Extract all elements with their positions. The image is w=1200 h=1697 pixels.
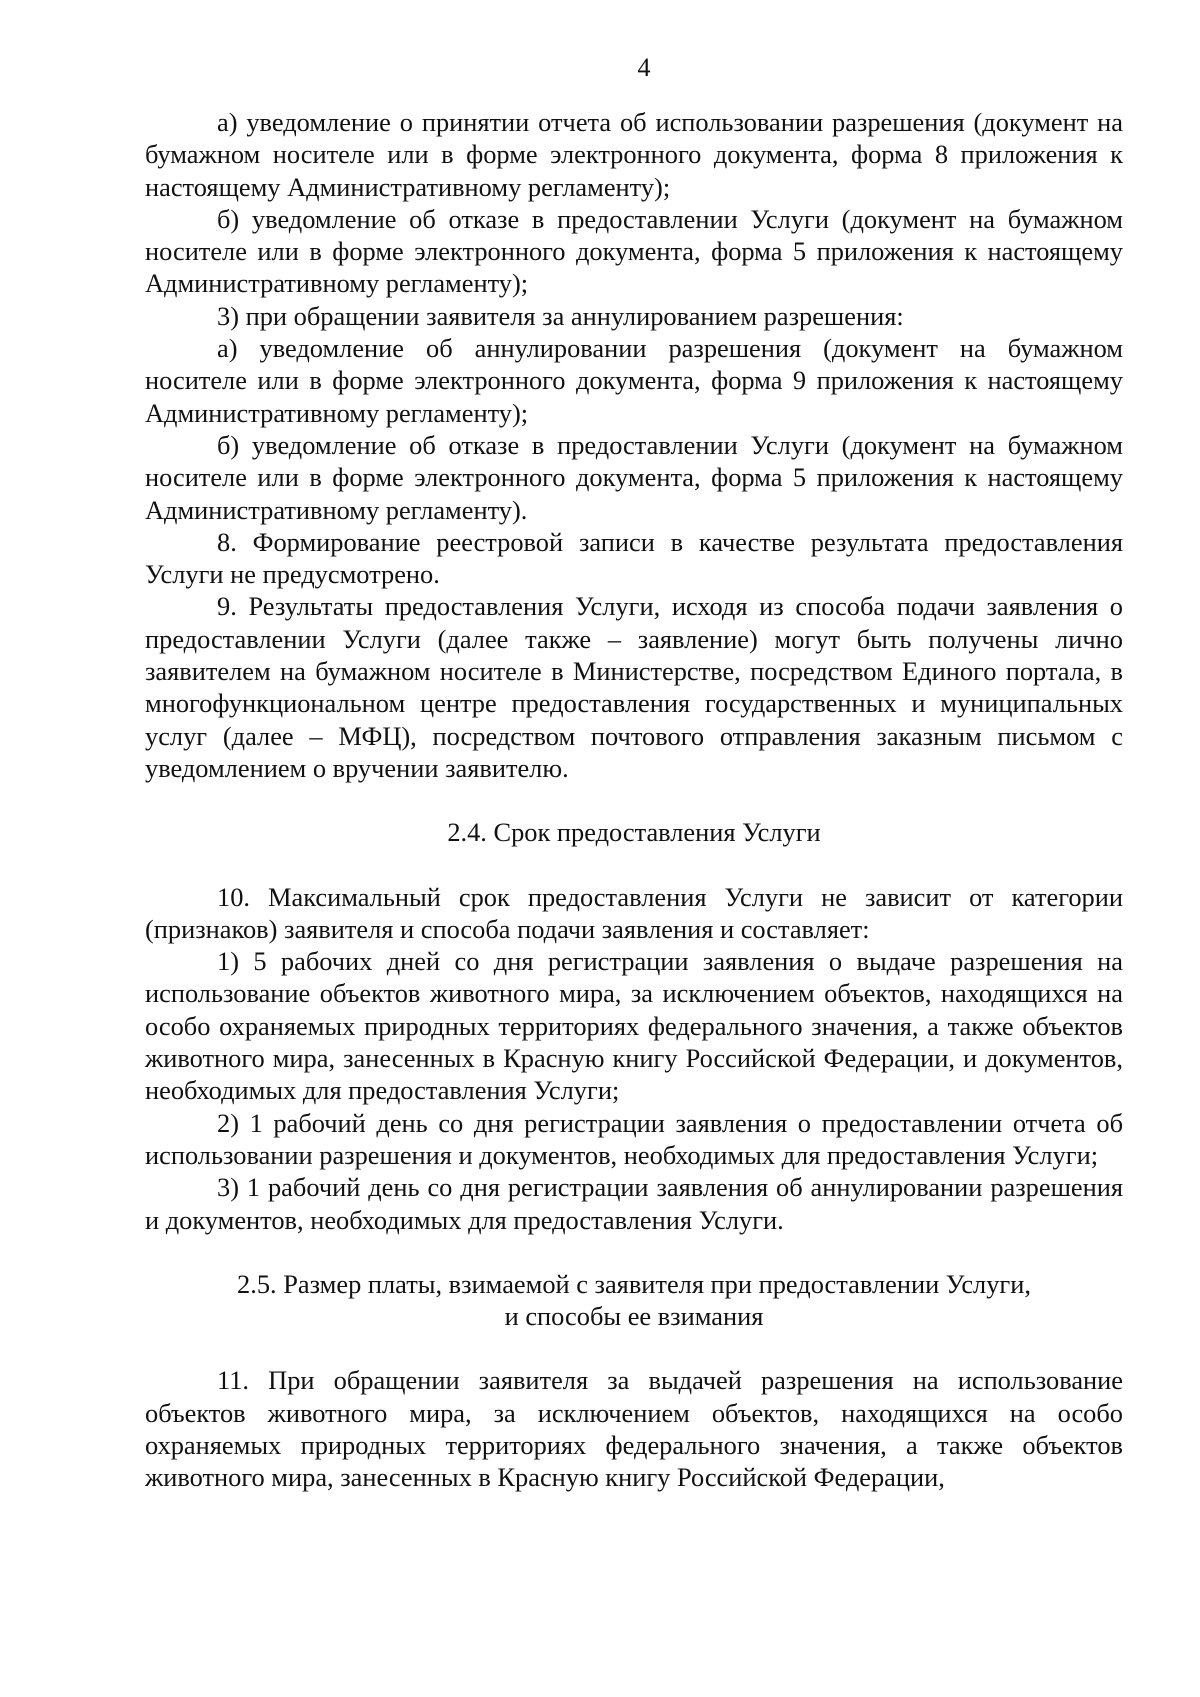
section-heading-2-4: 2.4. Срок предоставления Услуги [447, 817, 821, 848]
paragraph-item-3-annulment: 3) при обращении заявителя за аннулированием разрешения: [217, 300, 904, 331]
paragraph-item-a-report-notice: а) уведомление о принятии отчета об использовании разрешения (документ на бумажном носителе или в форме электронного документа, форма 8 приложения к настоящему Административному регламенту); [145, 107, 1123, 202]
paragraph-8-registry-record: 8. Формирование реестровой записи в качестве результата предоставления Услуги не предусмотрено. [145, 526, 1123, 590]
spacer [145, 784, 1123, 816]
paragraph-10-item-3: 3) 1 рабочий день со дня регистрации заявления об аннулировании разрешения и документов, необходимых для предоставления Услуги. [145, 1172, 1123, 1235]
section-heading-2-5-line1: 2.5. Размер платы, взимаемой с заявителя при предоставлении Услуги, [237, 1268, 1031, 1299]
section-heading-2-5-line2: и способы ее взимания [504, 1301, 764, 1332]
paragraph-10-max-term: 10. Максимальный срок предоставления Услуги не зависит от категории (признаков) заявителя и способа подачи заявления и составляет: [145, 881, 1123, 944]
document-page [145, 52, 1123, 1494]
spacer [145, 849, 1123, 881]
page-number: 4 [637, 53, 651, 82]
paragraph-10-item-1: 1) 5 рабочих дней со дня регистрации заявления о выдаче разрешения на использование объектов животного мира, за исключением объектов, находящихся на особо охраняемых природных территориях федерального значения, а также объектов животного мира, занесенных в Красную книгу Российской Федерации, и документов, необходимых для предоставления Услуги; [145, 946, 1123, 1106]
spacer [145, 1332, 1123, 1364]
paragraph-9-results: 9. Результаты предоставления Услуги, исходя из способа подачи заявления о предоставлении Услуги (далее также – заявление) могут быть получены лично заявителем на бумажном носителе в Министерстве, посредством Единого портала, в многофункциональном центре предоставления государственных и муниципальных услуг (далее – МФЦ), посредством почтового отправления заказным письмом с уведомлением о вручении заявителю. [145, 591, 1123, 783]
paragraph-item-b-refusal-notice-2: б) уведомление об отказе в предоставлении Услуги (документ на бумажном носителе или в форме электронного документа, форма 5 приложения к настоящему Административному регламенту). [145, 429, 1123, 525]
paragraph-item-a-annulment-notice: а) уведомление об аннулировании разрешения (документ на бумажном носителе или в форме электронного документа, форма 9 приложения к настоящему Административному регламенту); [145, 333, 1123, 428]
paragraph-10-item-2: 2) 1 рабочий день со дня регистрации заявления о предоставлении отчета об использовании разрешения и документов, необходимых для предоставления Услуги; [145, 1107, 1123, 1170]
paragraph-11-fee: 11. При обращении заявителя за выдачей разрешения на использование объектов животного мира, за исключением объектов, находящихся на особо охраняемых природных территориях федерального значения, а также объектов животного мира, занесенных в Красную книгу Российской Федерации, [145, 1365, 1123, 1493]
paragraph-item-b-refusal-notice: б) уведомление об отказе в предоставлении Услуги (документ на бумажном носителе или в форме электронного документа, форма 5 приложения к настоящему Административному регламенту); [145, 203, 1123, 299]
spacer [145, 1236, 1123, 1268]
